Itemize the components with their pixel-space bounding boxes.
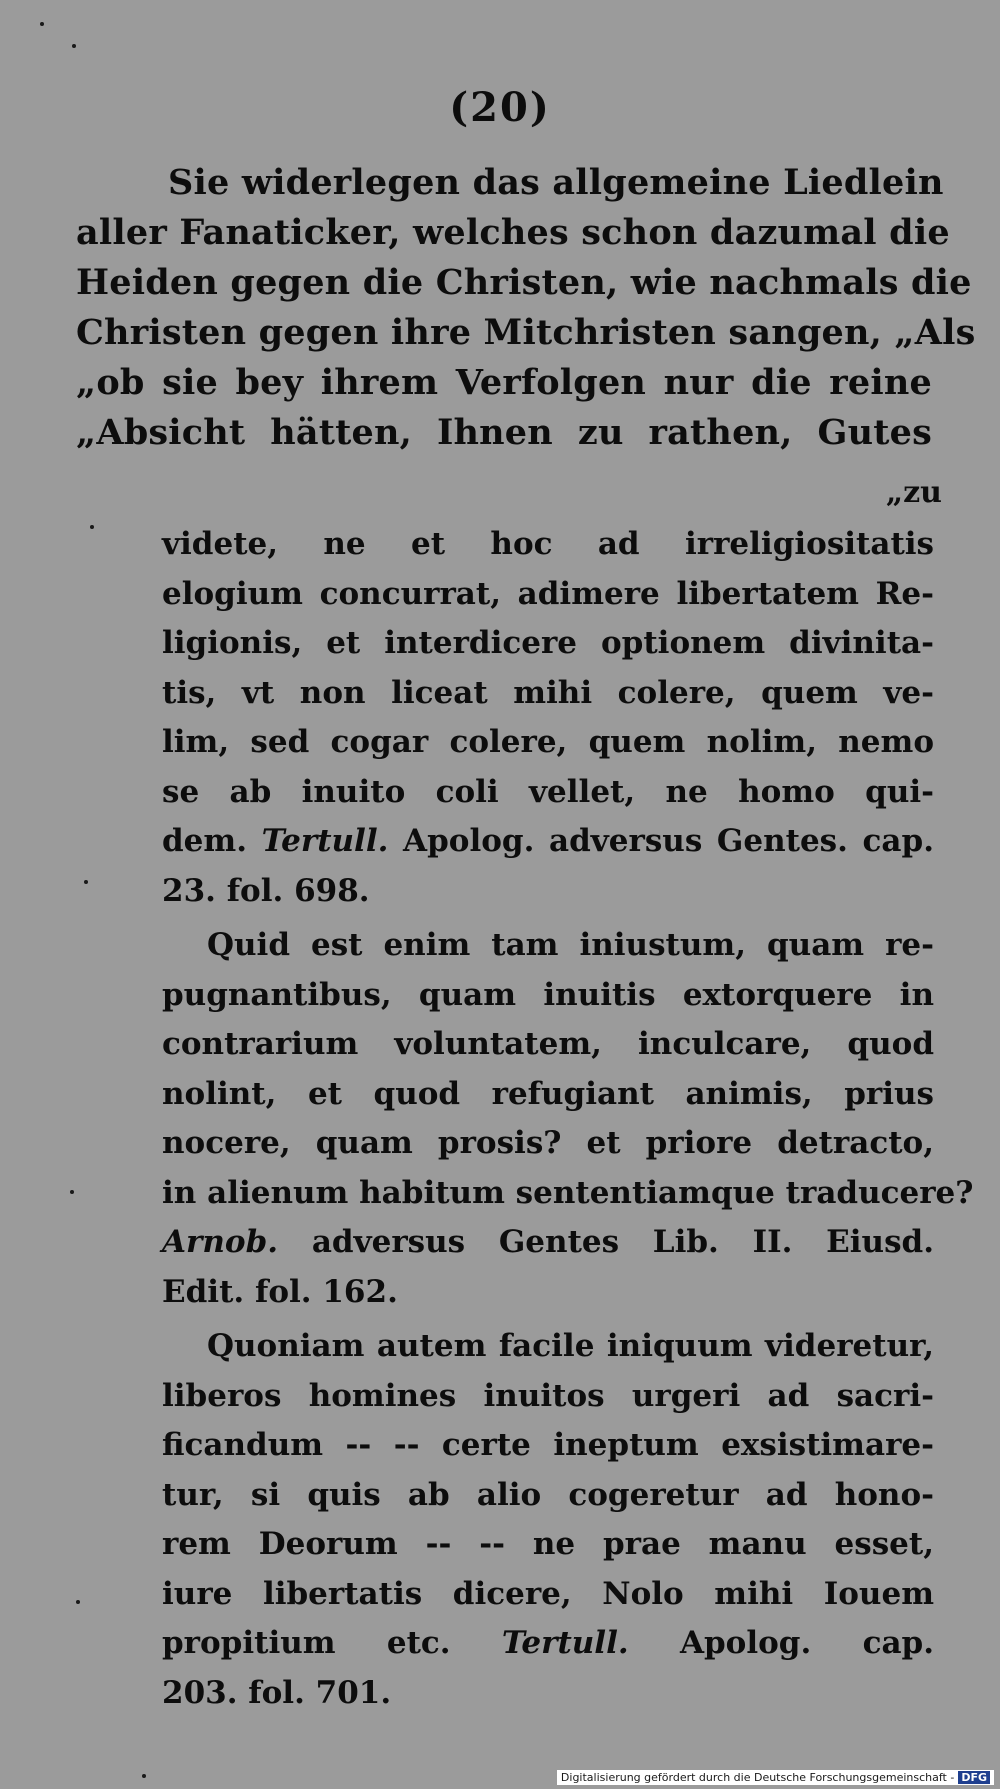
citation-rest: Apolog. adversus Gentes. cap.: [388, 823, 934, 859]
citation-rest: adversus Gentes Lib. II. Eiusd.: [278, 1224, 934, 1260]
scan-speck: [76, 1600, 80, 1604]
citation-rest: Apolog. cap.: [628, 1625, 934, 1661]
citation-prefix: propitium etc.: [162, 1625, 502, 1661]
fraktur-paragraph: [76, 158, 976, 458]
footer-text: Digitalisierung gefördert durch die Deutsche Forschungsgemeinschaft -: [560, 1771, 955, 1784]
latin-footnote-block: [162, 520, 974, 1718]
scan-speck: [40, 22, 44, 26]
citation-line: [162, 1619, 934, 1669]
citation-author: Tertull.: [501, 1625, 629, 1661]
scan-speck: [70, 1190, 74, 1194]
latin-line: Quid est enim tam iniustum, quam re-: [207, 927, 934, 963]
latin-line: tis, vt non liceat mihi colere, quem ve-: [162, 674, 934, 711]
citation-author: Tertull.: [261, 823, 389, 859]
scan-speck: [142, 1774, 146, 1778]
scan-speck: [90, 525, 94, 529]
latin-line: elogium concurrat, adimere libertatem Re-: [162, 575, 934, 612]
catchword: „zu: [885, 475, 942, 510]
fraktur-line: Christen gegen ihre Mitchristen sangen, „Als: [76, 312, 976, 353]
latin-line: tur, si quis ab alio cogeretur ad hono-: [162, 1476, 934, 1513]
latin-line: liberos homines inuitos urgeri ad sacri-: [162, 1377, 934, 1414]
digitization-footer: [557, 1770, 994, 1785]
latin-line: se ab inuito coli vellet, ne homo qui-: [162, 773, 934, 810]
latin-line: rem Deorum -- -- ne prae manu esset,: [162, 1526, 934, 1562]
citation-prefix: dem.: [162, 823, 262, 859]
latin-line: Quoniam autem facile iniquum videretur,: [207, 1328, 934, 1364]
fraktur-line: „Absicht hätten, Ihnen zu rathen, Gutes: [76, 412, 932, 453]
citation-author: Arnob.: [162, 1224, 279, 1260]
latin-line: lim, sed cogar colere, quem nolim, nemo: [162, 724, 934, 760]
latin-line: in alienum habitum sententiamque traducere?: [162, 1174, 974, 1211]
fraktur-line: Heiden gegen die Christen, wie nachmals die: [76, 262, 972, 303]
scan-speck: [84, 880, 88, 884]
citation-line: [162, 817, 934, 867]
latin-line: contrarium voluntatem, inculcare, quod: [162, 1026, 934, 1062]
latin-line: nolint, et quod refugiant animis, prius: [162, 1075, 934, 1112]
latin-line: Edit. fol. 162.: [162, 1273, 398, 1310]
latin-line: iure libertatis dicere, Nolo mihi Iouem: [162, 1575, 934, 1612]
latin-line: 23. fol. 698.: [162, 872, 370, 909]
latin-line: 203. fol. 701.: [162, 1674, 392, 1711]
latin-line: nocere, quam prosis? et priore detracto,: [162, 1125, 934, 1161]
fraktur-line: „ob sie bey ihrem Verfolgen nur die reine: [76, 362, 932, 403]
page-number: (20): [449, 84, 551, 131]
dfg-logo: DFG: [958, 1771, 990, 1784]
latin-line: ficandum -- -- certe ineptum exsistimare-: [162, 1427, 934, 1463]
fraktur-line: aller Fanaticker, welches schon dazumal die: [76, 212, 950, 253]
latin-line: videte, ne et hoc ad irreligiositatis: [162, 526, 934, 562]
citation-line: [162, 1218, 934, 1268]
latin-line: pugnantibus, quam inuitis extorquere in: [162, 976, 934, 1013]
scan-speck: [72, 44, 76, 48]
latin-line: ligionis, et interdicere optionem divinita-: [162, 625, 934, 661]
fraktur-line: Sie widerlegen das allgemeine Liedlein: [168, 162, 944, 203]
